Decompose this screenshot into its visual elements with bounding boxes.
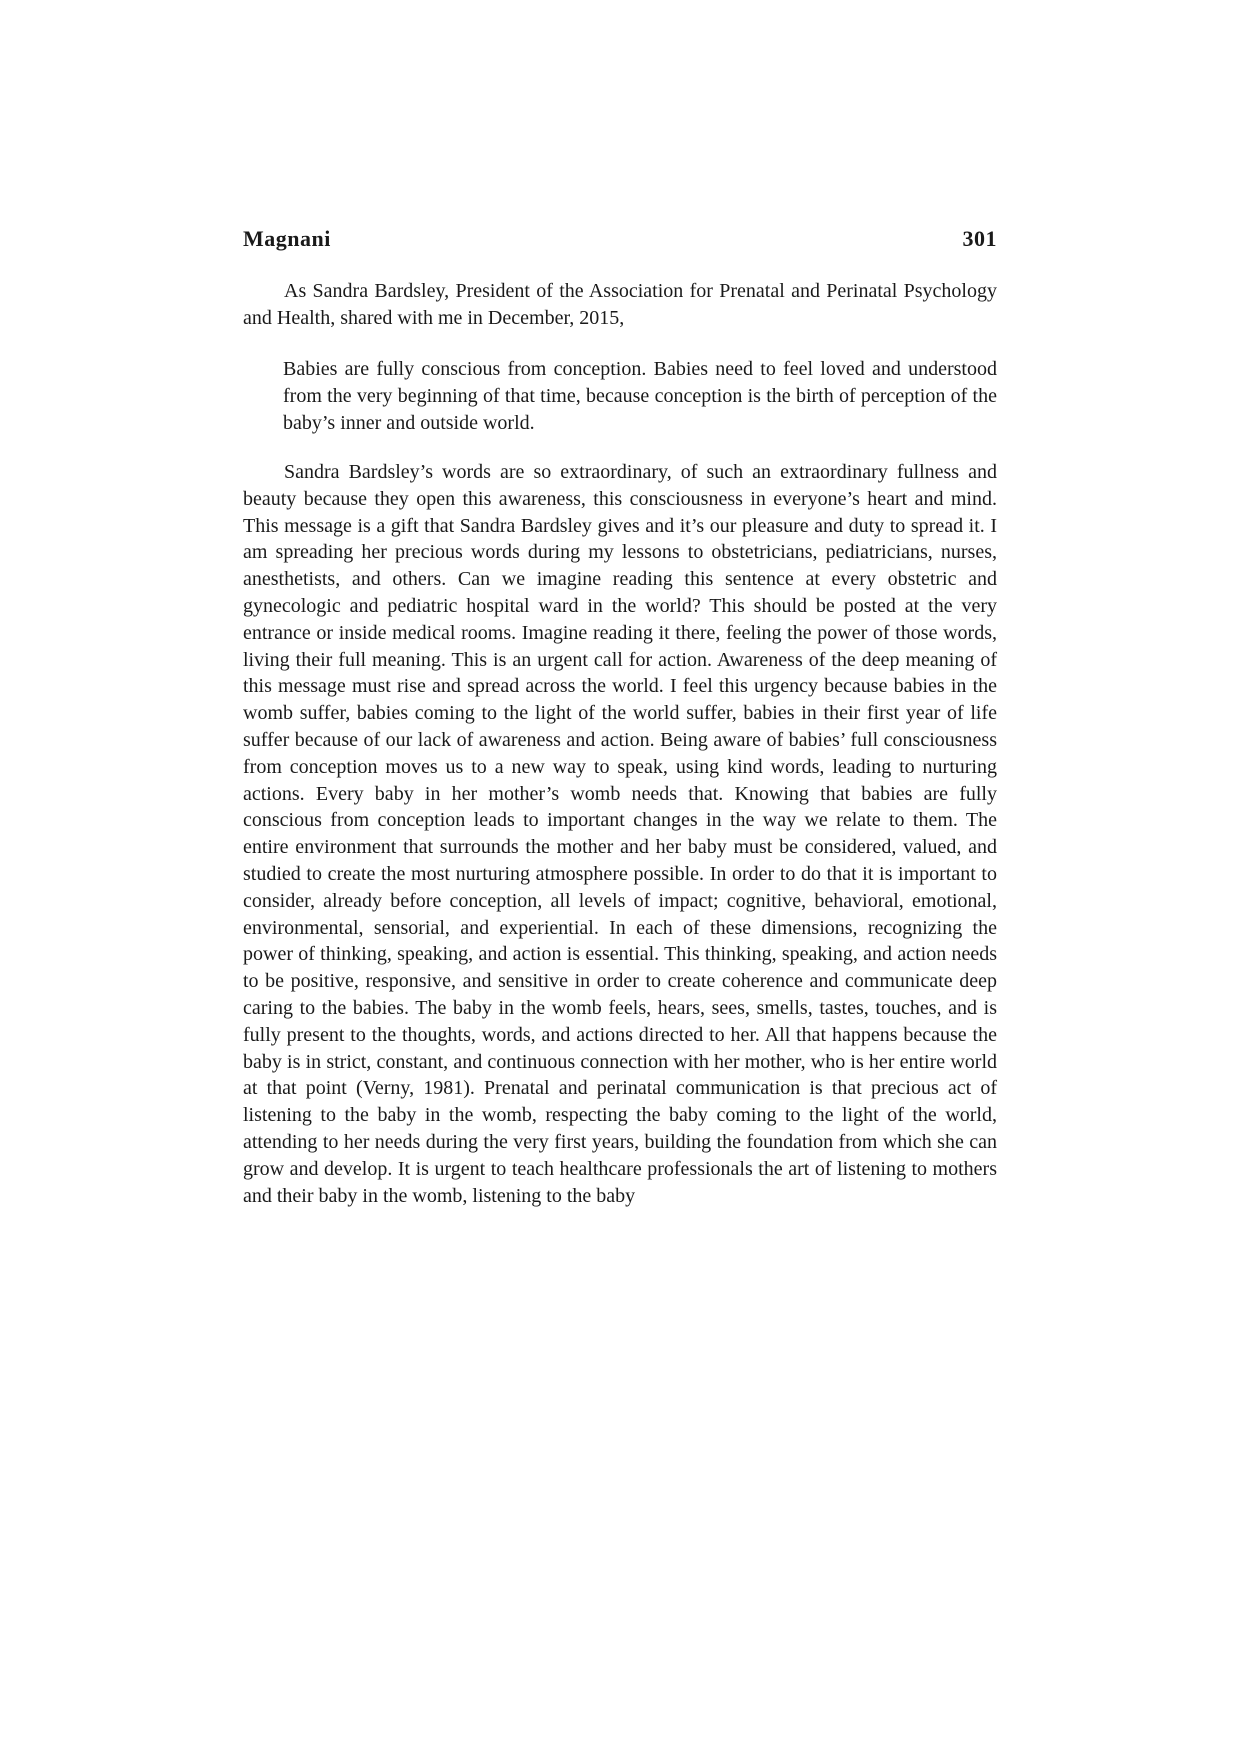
page-content — [243, 226, 997, 1209]
running-head-author: Magnani — [243, 226, 331, 251]
block-quote: Babies are fully conscious from conception. Babies need to feel loved and understood from the very beginning of that time, because conception is the birth of perception of the baby’s inner and outside world. — [283, 358, 997, 434]
body-paragraph: Sandra Bardsley’s words are so extraordinary, of such an extraordinary fullness and beauty because they open this awareness, this consciousness in everyone’s heart and mind. This message is a gift that Sandra Bardsley gives and it’s our pleasure and duty to spread it. I am spreading her precious words during my lessons to obstetricians, pediatricians, nurses, anesthetists, and others. Can we imagine reading this sentence at every obstetric and gynecologic and pediatric hospital ward in the world? This should be posted at the very entrance or inside medical rooms. Imagine reading it there, feeling the power of those words, living their full meaning. This is an urgent call for action. Awareness of the deep meaning of this message must rise and spread across the world. I feel this urgency because babies in the womb suffer, babies coming to the light of the world suffer, babies in their first year of life suffer because of our lack of awareness and action. Being aware of babies’ full consciousness from conception moves us to a new way to speak, using kind words, leading to nurturing actions. Every baby in her mother’s womb needs that. Knowing that babies are fully conscious from conception leads to important changes in the way we relate to them. The entire environment that surrounds the mother and her baby must be considered, valued, and studied to create the most nurturing atmosphere possible. In order to do that it is important to consider, already before conception, all levels of impact; cognitive, behavioral, emotional, environmental, sensorial, and experiential. In each of these dimensions, recognizing the power of thinking, speaking, and action is essential. This thinking, speaking, and action needs to be positive, responsive, and sensitive in order to create coherence and communicate deep caring to the babies. The baby in the womb feels, hears, sees, smells, tastes, touches, and is fully present to the thoughts, words, and actions directed to her. All that happens because the baby is in strict, constant, and continuous connection with her mother, who is her entire world at that point (Verny, 1981). Prenatal and perinatal communication is that precious act of listening to the baby in the womb, respecting the baby coming to the light of the world, attending to her needs during the very first years, building the foundation from which she can grow and develop. It is urgent to teach healthcare professionals the art of listening to mothers and their baby in the womb, listening to the baby — [243, 461, 997, 1207]
intro-paragraph: As Sandra Bardsley, President of the Association for Prenatal and Perinatal Psychology and Health, shared with me in December, 2015, — [243, 280, 997, 329]
running-header — [243, 226, 997, 252]
page-number: 301 — [962, 226, 997, 251]
